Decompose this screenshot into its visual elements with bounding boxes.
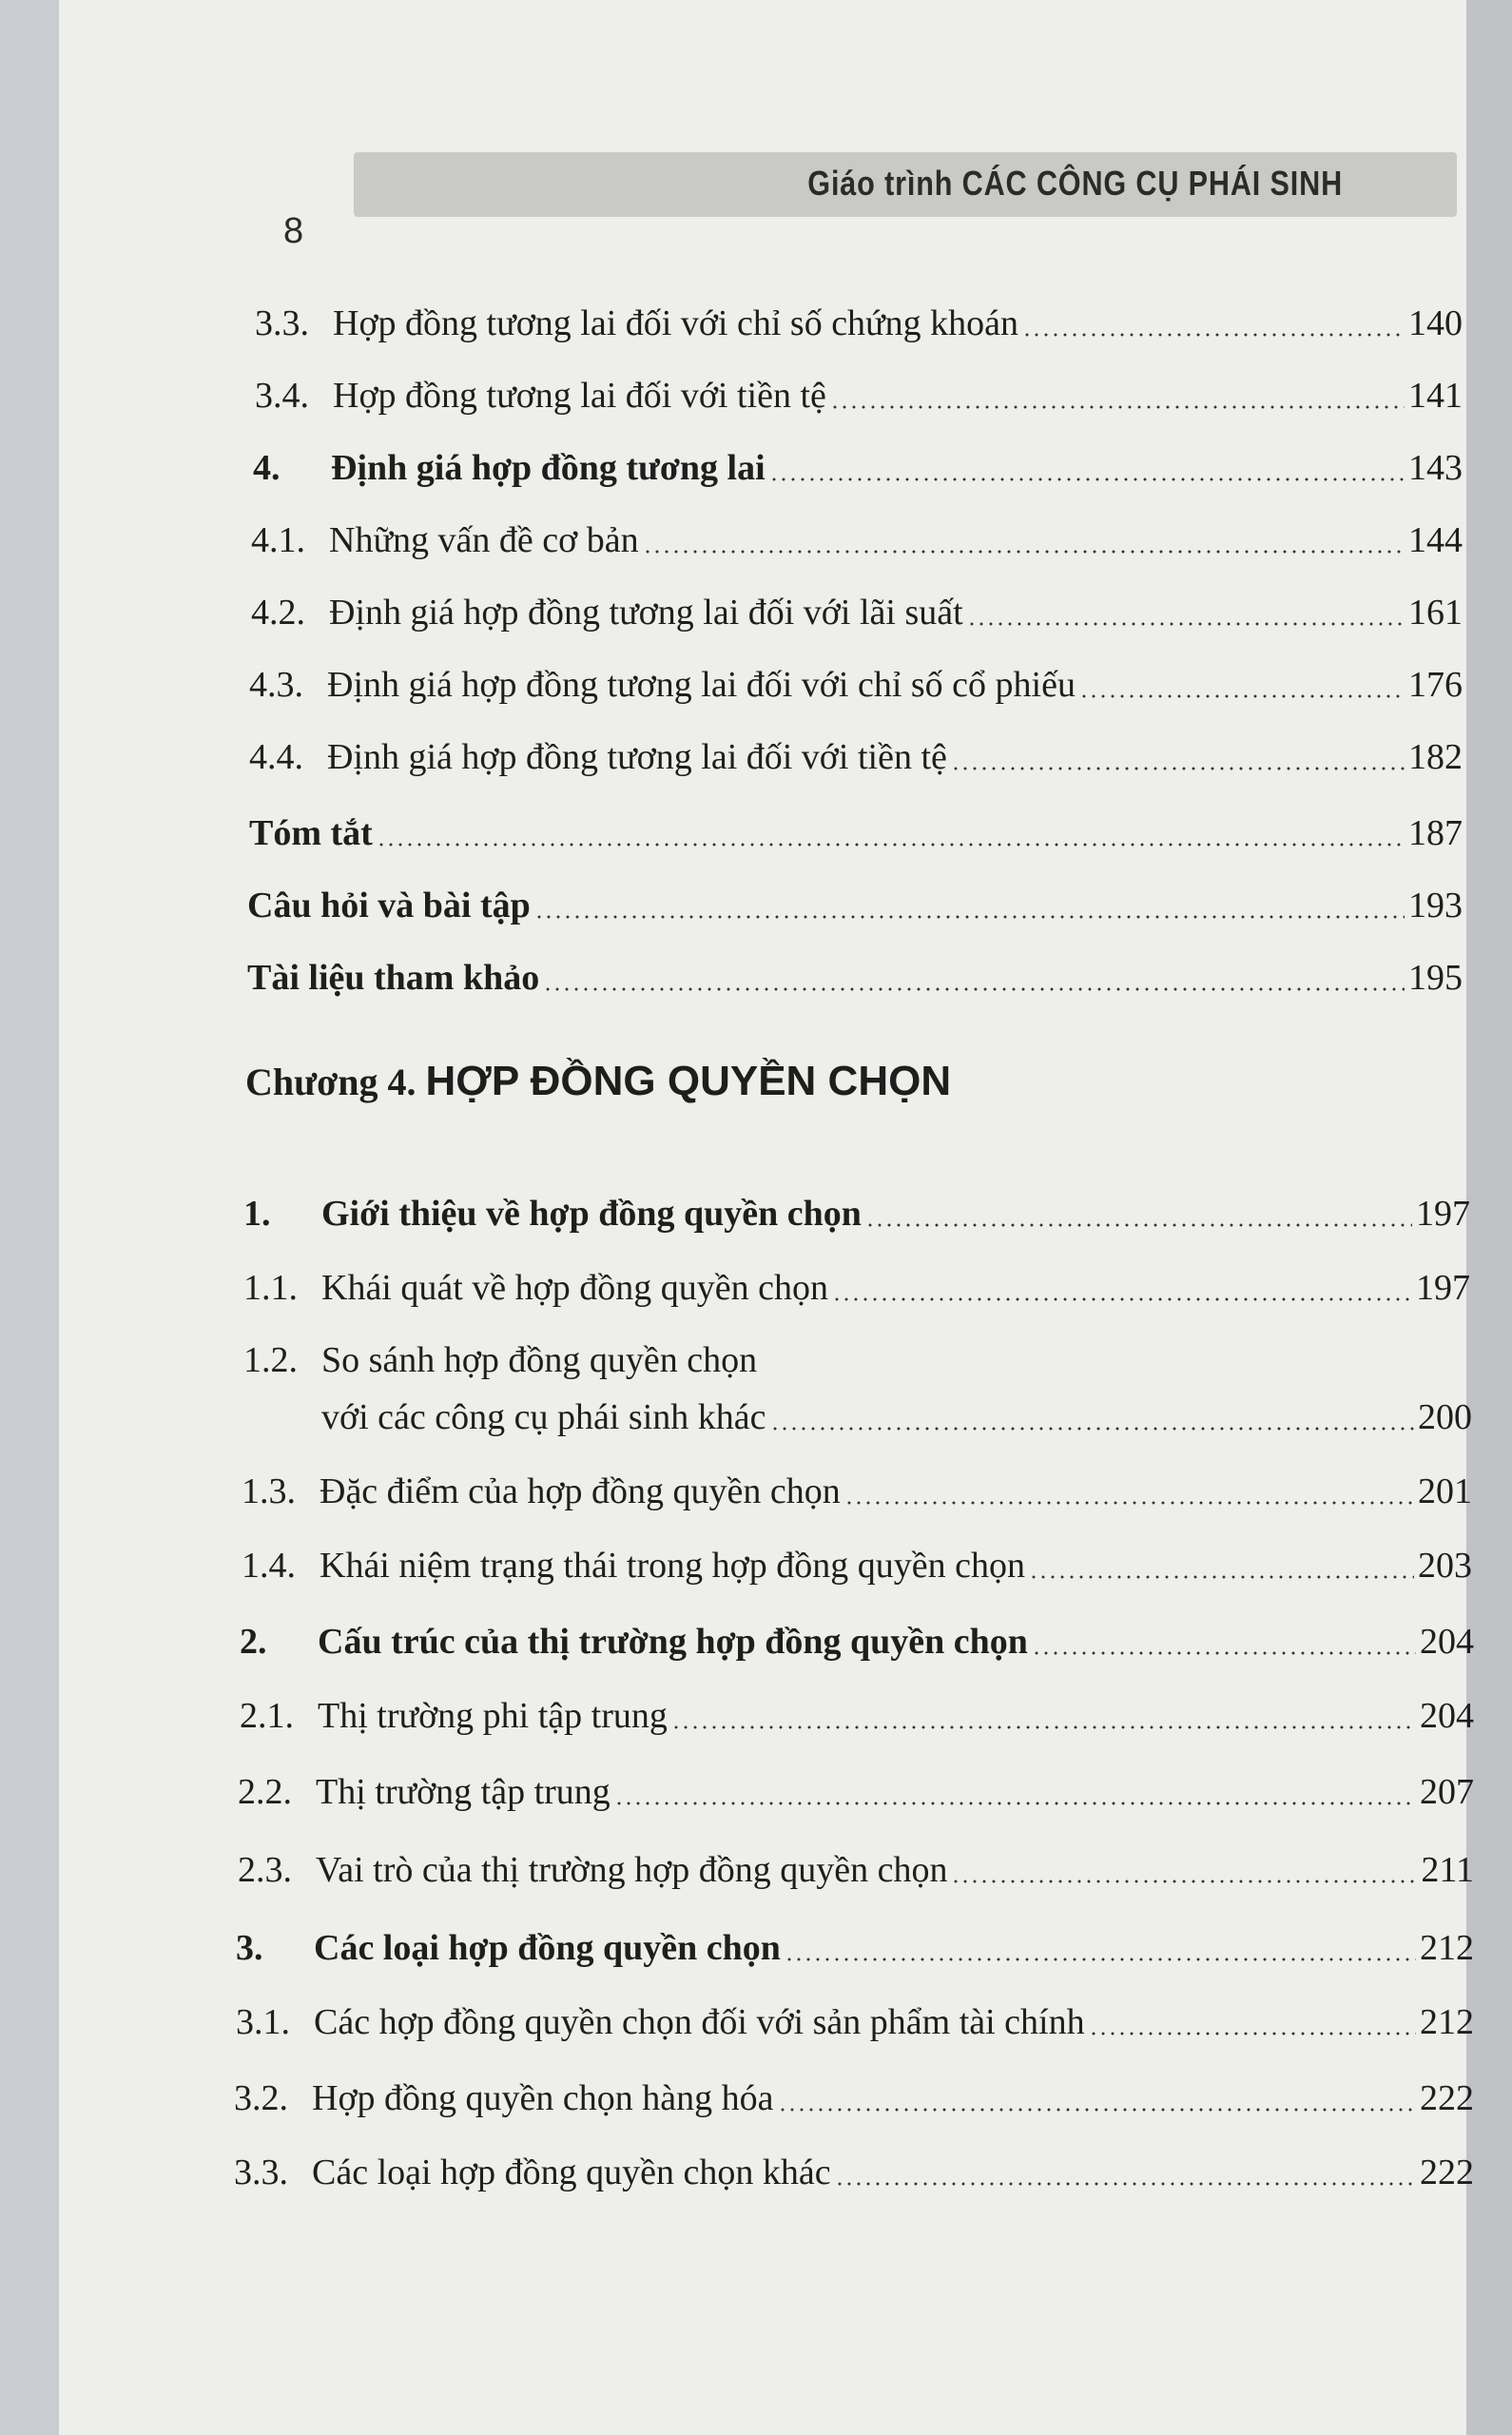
toc-entry-title: Các hợp đồng quyền chọn đối với sản phẩm tài chính — [314, 2002, 1085, 2042]
toc-entry-page: 176 — [1408, 665, 1463, 705]
toc-entry — [253, 447, 1463, 489]
toc-entry-page: 195 — [1408, 958, 1463, 998]
toc-entry — [255, 375, 1463, 417]
toc-entry-number: 3.4. — [255, 376, 309, 416]
dot-leader — [643, 550, 1405, 554]
toc-entry — [236, 1927, 1474, 1969]
toc-entry-number: 3.1. — [236, 2002, 290, 2042]
toc-entry — [249, 664, 1463, 706]
dot-leader — [785, 1958, 1416, 1961]
toc-entry-page: 207 — [1420, 1772, 1474, 1812]
toc-entry-continuation — [321, 1396, 1472, 1438]
dot-leader — [951, 1880, 1417, 1883]
toc-entry-number: 2.1. — [240, 1696, 294, 1736]
toc-entry-number: 1.1. — [243, 1268, 298, 1308]
table-of-contents — [59, 0, 1474, 2435]
toc-entry — [234, 2152, 1474, 2193]
dot-leader — [951, 767, 1405, 770]
toc-entry-title: Khái quát về hợp đồng quyền chọn — [321, 1268, 828, 1308]
toc-entry — [242, 1471, 1472, 1512]
dot-leader — [377, 843, 1405, 847]
toc-entry — [236, 2001, 1474, 2043]
dot-leader — [770, 1427, 1415, 1431]
toc-entry-number: 2.3. — [238, 1850, 292, 1890]
chapter-heading — [245, 1058, 951, 1105]
toc-entry-title: Tóm tắt — [249, 813, 373, 853]
toc-entry-number: 2. — [240, 1622, 267, 1662]
dot-leader — [1079, 694, 1405, 698]
dot-leader — [835, 2182, 1416, 2186]
toc-entry-title: Giới thiệu về hợp đồng quyền chọn — [321, 1194, 862, 1234]
dot-leader — [1032, 1651, 1416, 1655]
toc-entry-title: Đặc điểm của hợp đồng quyền chọn — [320, 1471, 841, 1511]
toc-entry-number: 3. — [236, 1928, 263, 1968]
toc-entry-number: 4.1. — [251, 520, 305, 560]
toc-entry — [249, 812, 1463, 854]
toc-entry-title: Hợp đồng quyền chọn hàng hóa — [312, 2078, 774, 2118]
toc-entry-page: 141 — [1408, 376, 1463, 416]
dot-leader — [1089, 2032, 1416, 2036]
toc-entry-page: 203 — [1418, 1546, 1472, 1586]
toc-entry-page: 212 — [1420, 1928, 1474, 1968]
toc-entry-number: 3.3. — [255, 303, 309, 343]
toc-entry-page: 200 — [1418, 1397, 1472, 1437]
toc-entry — [240, 1621, 1474, 1663]
dot-leader — [671, 1725, 1416, 1729]
toc-entry — [234, 2077, 1474, 2119]
toc-entry-page: 161 — [1408, 593, 1463, 633]
toc-entry — [255, 302, 1463, 344]
toc-entry-page: 201 — [1418, 1471, 1472, 1511]
dot-leader — [778, 2108, 1416, 2112]
toc-entry-number: 1.4. — [242, 1546, 296, 1586]
toc-entry-title: Câu hỏi và bài tập — [247, 886, 531, 925]
dot-leader — [1029, 1575, 1414, 1579]
toc-entry-title: Các loại hợp đồng quyền chọn — [314, 1928, 781, 1968]
toc-entry — [238, 1771, 1474, 1813]
toc-entry-number: 3.2. — [234, 2078, 288, 2118]
chapter-title: HỢP ĐỒNG QUYỀN CHỌN — [425, 1058, 952, 1104]
toc-entry — [243, 1193, 1470, 1235]
toc-entry-page: 144 — [1408, 520, 1463, 560]
toc-entry-title: Vai trò của thị trường hợp đồng quyền chọn — [316, 1850, 948, 1890]
page-number: 8 — [283, 211, 304, 251]
toc-entry-title: Thị trường phi tập trung — [318, 1696, 668, 1736]
dot-leader — [832, 1297, 1412, 1301]
toc-entry-title: Cấu trúc của thị trường hợp đồng quyền chọn — [318, 1622, 1028, 1662]
toc-entry-page: 187 — [1408, 813, 1463, 853]
toc-entry — [249, 736, 1463, 778]
toc-entry-title: Hợp đồng tương lai đối với chỉ số chứng khoán — [333, 303, 1019, 343]
dot-leader — [844, 1501, 1414, 1505]
toc-entry — [240, 1695, 1474, 1737]
toc-entry — [247, 885, 1463, 926]
toc-entry-number: 3.3. — [234, 2153, 288, 2192]
dot-leader — [865, 1223, 1412, 1227]
toc-entry-title: Hợp đồng tương lai đối với tiền tệ — [333, 376, 826, 416]
toc-entry — [238, 1849, 1474, 1891]
toc-entry-page: 212 — [1420, 2002, 1474, 2042]
running-title: Giáo trình CÁC CÔNG CỤ PHÁI SINH — [807, 164, 1343, 203]
toc-entry-title: Những vấn đề cơ bản — [329, 520, 639, 560]
toc-entry-title: Định giá hợp đồng tương lai đối với lãi suất — [329, 593, 963, 633]
toc-entry-page: 143 — [1408, 448, 1463, 488]
toc-entry-title: Tài liệu tham khảo — [247, 958, 540, 998]
dot-leader — [769, 477, 1405, 481]
toc-entry-title: Định giá hợp đồng tương lai đối với chỉ số cổ phiếu — [327, 665, 1076, 705]
toc-entry-number: 2.2. — [238, 1772, 292, 1812]
toc-entry — [247, 957, 1463, 999]
toc-entry — [242, 1545, 1472, 1587]
toc-entry-page: 197 — [1416, 1268, 1470, 1308]
toc-entry-first-line — [243, 1339, 757, 1381]
dot-leader — [967, 622, 1405, 626]
toc-entry — [251, 592, 1463, 633]
toc-entry — [243, 1267, 1470, 1309]
toc-entry-number: 4. — [253, 448, 281, 488]
dot-leader — [543, 987, 1405, 991]
dot-leader — [1022, 333, 1405, 337]
toc-entry-number: 1.2. — [243, 1340, 298, 1380]
toc-entry-page: 197 — [1416, 1194, 1470, 1234]
toc-entry-page: 193 — [1408, 886, 1463, 925]
chapter-number: Chương 4. — [245, 1061, 417, 1103]
toc-entry-title: Thị trường tập trung — [316, 1772, 611, 1812]
toc-entry-title: Định giá hợp đồng tương lai — [331, 448, 766, 488]
dot-leader — [830, 405, 1405, 409]
toc-entry-title: So sánh hợp đồng quyền chọn — [321, 1340, 758, 1380]
toc-entry-number: 4.4. — [249, 737, 303, 777]
toc-entry-page: 182 — [1408, 737, 1463, 777]
toc-entry — [251, 519, 1463, 561]
toc-entry-title: Khái niệm trạng thái trong hợp đồng quyền chọn — [320, 1546, 1025, 1586]
toc-entry-page: 222 — [1420, 2153, 1474, 2192]
page-edge-left — [0, 0, 59, 2435]
toc-entry-page: 222 — [1420, 2078, 1474, 2118]
toc-entry-number: 4.3. — [249, 665, 303, 705]
toc-entry-title-continued: với các công cụ phái sinh khác — [321, 1397, 766, 1437]
toc-entry-page: 204 — [1420, 1696, 1474, 1736]
toc-entry-number: 1. — [243, 1194, 271, 1234]
toc-entry-page: 204 — [1420, 1622, 1474, 1662]
book-page — [59, 0, 1474, 2435]
dot-leader — [614, 1802, 1416, 1805]
toc-entry-page: 211 — [1421, 1850, 1474, 1890]
toc-entry-page: 140 — [1408, 303, 1463, 343]
toc-entry-title: Định giá hợp đồng tương lai đối với tiền tệ — [327, 737, 947, 777]
toc-entry-number: 4.2. — [251, 593, 305, 633]
toc-entry-title: Các loại hợp đồng quyền chọn khác — [312, 2153, 831, 2192]
toc-entry-number: 1.3. — [242, 1471, 296, 1511]
dot-leader — [534, 915, 1405, 919]
page-edge-right — [1466, 0, 1512, 2435]
